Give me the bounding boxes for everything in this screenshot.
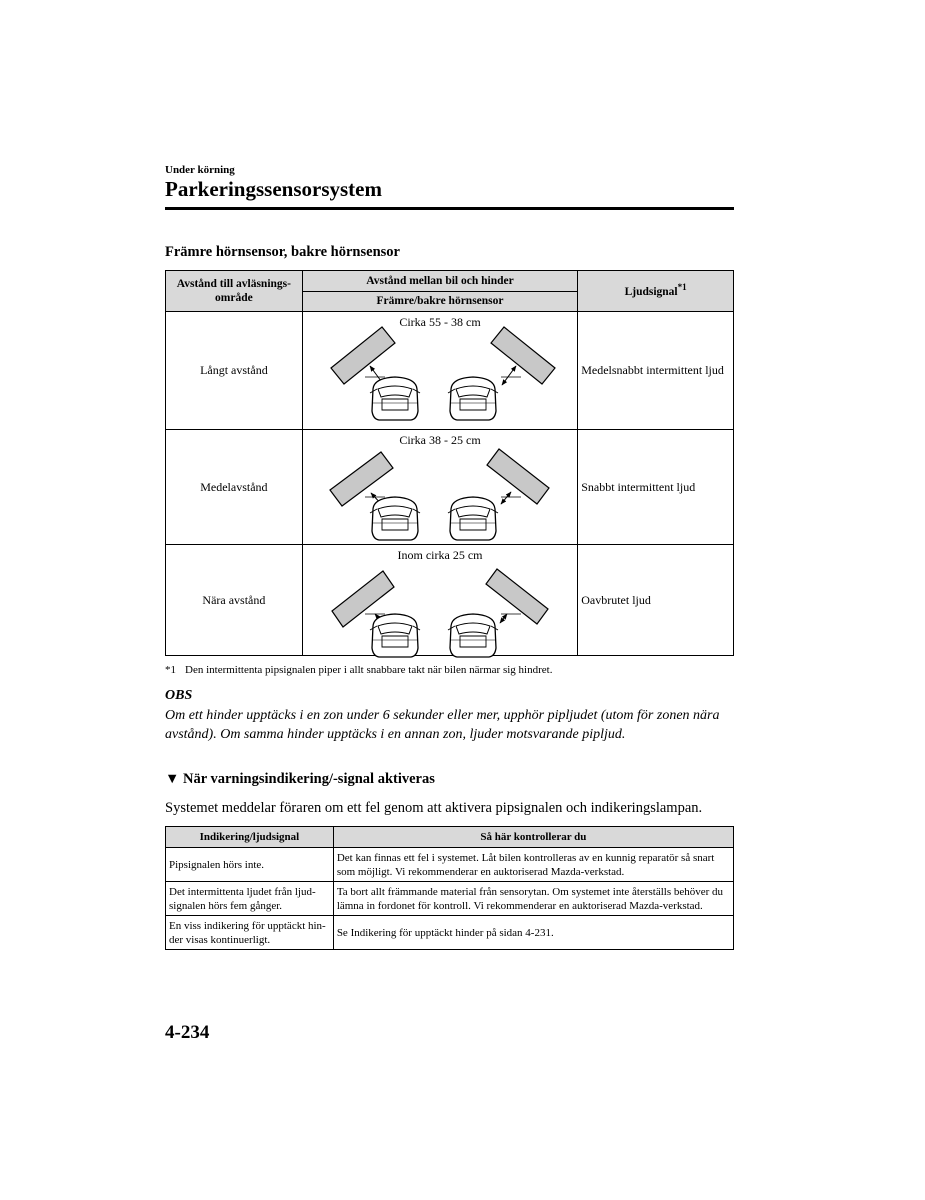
indication-cell: Pipsignalen hörs inte. (166, 848, 334, 882)
sensor-zone-diagram (325, 326, 557, 430)
sound-label: Medelsnabbt intermittent ljud (578, 312, 734, 430)
title-divider (165, 207, 734, 210)
col-header-sound: Ljudsignal$^{*1}$ (578, 271, 734, 312)
warning-heading: ▼ När varningsindikering/-signal aktiveras (165, 771, 435, 787)
action-cell: Se Indikering för upptäckt hinder på sidan 4-231. (333, 916, 733, 950)
distance-label: Medelavstånd (166, 430, 303, 545)
table-row (166, 916, 734, 950)
page-title: Parkeringssensorsystem (165, 177, 382, 201)
table-row (166, 312, 734, 430)
distance-label: Nära avstånd (166, 545, 303, 656)
table-row (166, 545, 734, 656)
section-label: Under körning (165, 164, 235, 176)
table-row (166, 882, 734, 916)
range-label: Cirka 38 - 25 cm (399, 433, 481, 447)
warning-description: Systemet meddelar föraren om ett fel genom att aktivera pipsignalen och indikeringslampan. (165, 800, 703, 816)
note-text: Om ett hinder upptäcks i en zon under 6 sekunder eller mer, upphör pipljudet (utom för zonen nära avstånd). Om samma hinder upptäcks i en annan zon, ljuder motsvarande pipljud. (165, 708, 720, 742)
sound-label: Snabbt intermittent ljud (578, 430, 734, 545)
col-header-distance: Avstånd mellan bil och hinder (302, 271, 577, 292)
distance-label: Långt avstånd (166, 312, 303, 430)
distance-diagram-cell (302, 545, 577, 656)
sensor-zone-diagram (325, 559, 557, 659)
footnote-mark: *1 (165, 664, 176, 676)
sensor-zone-diagram (325, 444, 557, 544)
footnote-text: Den intermittenta pipsignalen piper i allt snabbare takt när bilen närmar sig hindret. (185, 664, 553, 676)
table-row (166, 430, 734, 545)
note-title: OBS (165, 688, 193, 703)
page-number: 4-234 (165, 1022, 210, 1043)
action-cell: Det kan finnas ett fel i systemet. Låt bilen kontrolleras av en kunnig reparatör så snart som möjligt. Vi rekommenderar en auktoriserad Mazda-verkstad. (333, 848, 733, 882)
footnote (165, 664, 552, 676)
range-label: Inom cirka 25 cm (397, 548, 483, 562)
sensor-distance-table (165, 270, 734, 656)
warning-table (165, 826, 734, 950)
indication-cell: En viss indikering för upptäckt hin-der visas kontinuerligt. (166, 916, 334, 950)
subsection-heading: Främre hörnsensor, bakre hörnsensor (165, 244, 400, 260)
distance-diagram-cell (302, 312, 577, 430)
distance-diagram-cell (302, 430, 577, 545)
table-row (166, 848, 734, 882)
footnote-ref: *1 (677, 282, 687, 293)
col-header-indication: Indikering/ljudsignal (166, 827, 334, 848)
col-subheader-sensor: Främre/bakre hörnsensor (302, 292, 577, 312)
col-header-distance-area: Avstånd till avläsnings-område (166, 271, 303, 312)
action-cell: Ta bort allt främmande material från sensorytan. Om systemet inte återställs behöver du lämna in fordonet för kontroll. Vi rekommenderar en auktoriserad Mazda-verkstad. (333, 882, 733, 916)
col-header-action: Så här kontrollerar du (333, 827, 733, 848)
range-label: Cirka 55 - 38 cm (399, 315, 481, 329)
sound-label: Oavbrutet ljud (578, 545, 734, 656)
indication-cell: Det intermittenta ljudet från ljud-signalen hörs fem gånger. (166, 882, 334, 916)
